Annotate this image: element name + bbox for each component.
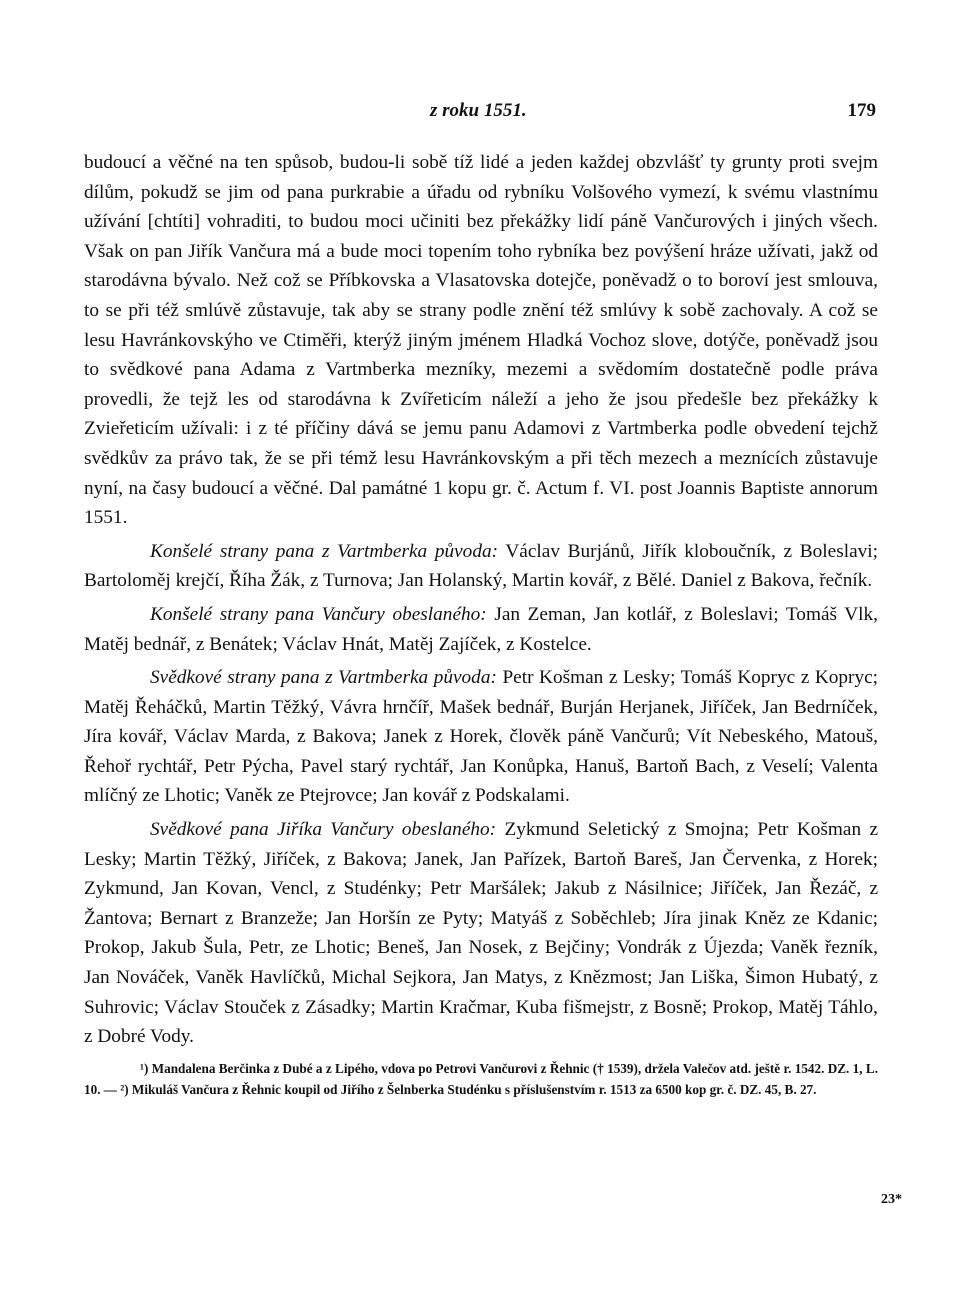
body-text xyxy=(84,148,878,1052)
paragraph-text: Petr Košman z Lesky; Tomáš Kopryc z Kopryc; Matěj Řeháčků, Martin Těžký, Vávra hrnčíř, Mašek bednář, Burján Herjanek, Jiříček, Jan Bedrníček, Jíra kovář, Václav Marda, z Bakova; Janek z Horek, člověk páně Vančurů; Vít Nebeského, Matouš, Řehoř rychtář, Petr Pýcha, Pavel starý rychtář, Jan Konůpka, Hanuš, Bartoň Bach, z Veselí; Valenta mlíčný ze Lhotic; Vaněk ze Ptejrovce; Jan kovář z Podskalami. xyxy=(84,667,878,807)
page-number: 179 xyxy=(847,100,876,121)
footnotes xyxy=(84,1058,878,1100)
paragraph-text: budoucí a věčné na ten spůsob, budou-li sobě tíž lidé a jeden každej obzvlášť ty grunty proti svejm dílům, pokudž se jim od pana purkrabie a úřadu od rybníku Volšového vymezí, k svému vlastnímu užívání [chtíti] vohraditi, to budou moci učiniti bez překážky lidí páně Vančurových i jiných všech. Však on pan Jiřík Vančura má a bude moci topením toho rybníka bez povýšení hráze užívati, jakž od starodávna bývalo. Než což se Příbkovska a Vlasatovska dotejče, poněvadž o to boroví jest smlouva, to se při též smlúvě zůstavuje, tak aby se strany podle znění též smlúvy k sobě zachovaly. A což se lesu Havránkovskýho ve Ctiměři, kterýž jiným jménem Hladká Vochoz slove, dotýče, poněvadž jsou to svědkové pana Adama z Vartmberka mezníky, mezemi a svědomím dostatečně podle práva provedli, že tejž les od starodávna k Zvířeticím náleží a jeho že jsou předešle bez překážky k Zvieřeticím užívali: i z té příčiny dává se jemu panu Adamovi z Vartmberka podle obvedení tejchž svědkův za právo tak, že se při témž lesu Havránkovským a při těch mezech a meznících zůstavuje nyní, na časy budoucí a věčné. Dal památné 1 kopu gr. č. Actum f. VI. post Joannis Baptiste annorum 1551. xyxy=(84,152,878,529)
signature-mark: 23* xyxy=(881,1192,902,1207)
page xyxy=(84,100,878,1100)
paragraph-lead: Svědkové pana Jiříka Vančury obeslaného: xyxy=(150,819,497,841)
paragraph xyxy=(84,663,878,811)
paragraph-lead: Svědkové strany pana z Vartmberka původa: xyxy=(150,667,497,689)
paragraph-text: Zykmund Seletický z Smojna; Petr Košman z Lesky; Martin Těžký, Jiříček, z Bakova; Janek, Jan Pařízek, Bartoň Bareš, Jan Červenka, z Horek; Zykmund, Jan Kovan, Vencl, z Studénky; Petr Maršálek; Jakub z Násilnice; Jiříček, Jan Řezáč, z Žantova; Bernart z Branzeže; Jan Horšín ze Pyty; Matyáš z Soběchleb; Jíra jinak Kněz ze Kdanic; Prokop, Jakub Šula, Petr, ze Lhotic; Beneš, Jan Nosek, z Bejčiny; Vondrák z Újezda; Vaněk řezník, Jan Nováček, Vaněk Havlíčků, Michal Sejkora, Jan Matys, z Knězmost; Jan Liška, Šimon Hubatý, z Suhrovic; Václav Stouček z Zásadky; Martin Kračmar, Kuba fišmejstr, z Bosně; Prokop, Matěj Táhlo, z Dobré Vody. xyxy=(84,819,879,1048)
paragraph xyxy=(84,148,878,533)
running-title: z roku 1551. xyxy=(430,100,527,121)
paragraph-lead: Konšelé strany pana z Vartmberka původa: xyxy=(150,540,499,562)
page-header xyxy=(84,100,878,134)
paragraph xyxy=(84,537,878,596)
footnote: ¹) Mandalena Berčinka z Dubé a z Lipého, vdova po Petrovi Vančurovi z Řehnic († 1539), držela Valečov atd. ještě r. 1542. DZ. 1, L. 10. — ²) Mikuláš Vančura z Řehnic koupil od Jiřího z Šelnberka Studénku s příslušenstvím r. 1513 za 6500 kop gr. č. DZ. 45, B. 27. xyxy=(84,1060,878,1097)
paragraph xyxy=(84,815,878,1052)
paragraph-lead: Konšelé strany pana Vančury obeslaného: xyxy=(150,603,487,625)
paragraph-text: Václav Burjánů, Jiřík kloboučník, z Boleslavi; Bartoloměj krejčí, Říha Žák, z Turnova; Jan Holanský, Martin kovář, z Bělé. Daniel z Bakova, řečník. xyxy=(84,540,878,592)
paragraph xyxy=(84,600,878,659)
paragraph-text: Jan Zeman, Jan kotlář, z Boleslavi; Tomáš Vlk, Matěj bednář, z Benátek; Václav Hnát, Matěj Zajíček, z Kostelce. xyxy=(84,603,878,655)
